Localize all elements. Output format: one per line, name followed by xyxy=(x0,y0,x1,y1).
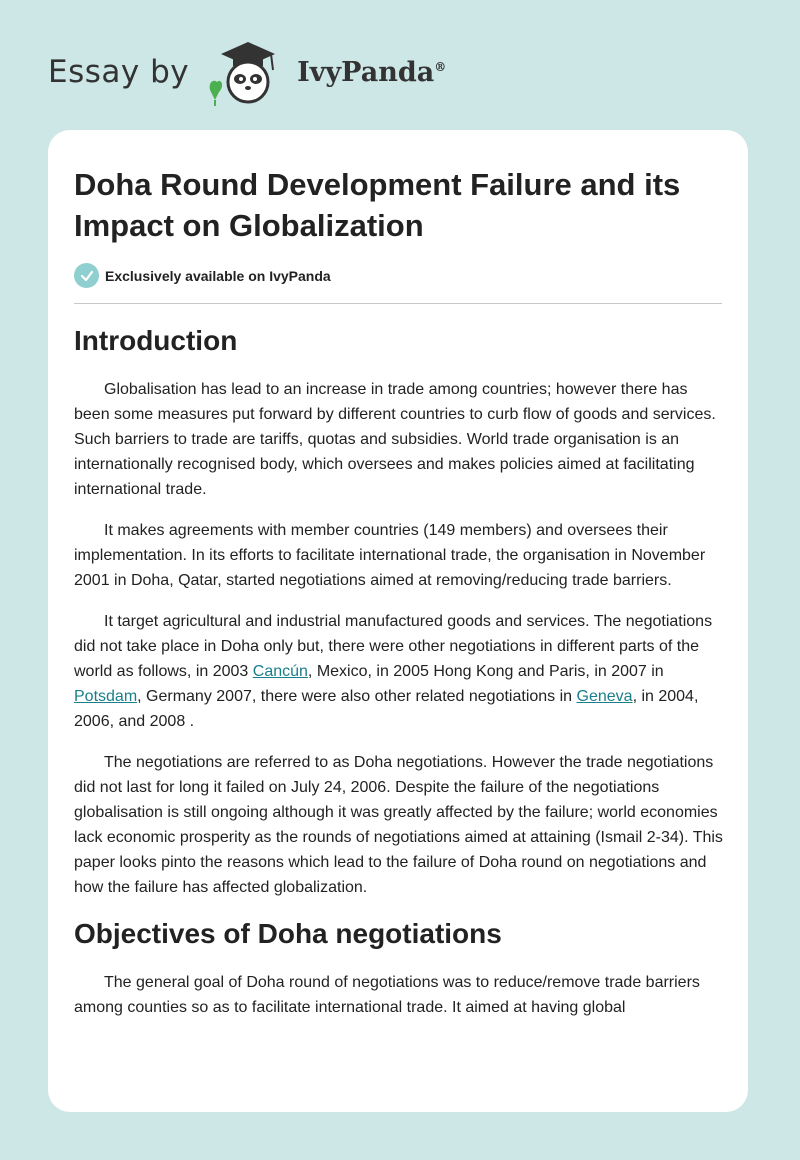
brand-name: IvyPanda® xyxy=(297,56,447,88)
link-potsdam[interactable]: Potsdam xyxy=(74,688,138,705)
check-icon xyxy=(74,263,99,288)
paragraph-with-links: It target agricultural and industrial manufactured goods and services. The negotiations did not take place in Doha only but, there were other negotiations in different parts of the world as follows, in 2003 Cancún, Mexico, in 2005 Hong Kong and Paris, in 2007 in Potsdam, Germany 2007, there were also other related negotiations in Geneva, in 2004, 2006, and 2008 . xyxy=(74,613,713,730)
section-heading-introduction: Introduction xyxy=(74,325,238,356)
paragraph: It makes agreements with member countries (149 members) and oversees their implementation. In its efforts to facilitate international trade, the organisation in November 2001 in Doha, Qatar, started negotiations aimed at removing/reducing trade barriers. xyxy=(74,522,706,589)
paragraph: The general goal of Doha round of negotiations was to reduce/remove trade barriers among counties so as to facilitate international trade. It aimed at having global xyxy=(74,974,700,1016)
exclusive-label: Exclusively available on IvyPanda xyxy=(105,267,331,284)
link-cancun[interactable]: Cancún xyxy=(252,663,308,680)
article-title: Doha Round Development Failure and its Impact on Globalization xyxy=(74,167,681,243)
link-geneva[interactable]: Geneva xyxy=(576,688,633,705)
panda-logo-icon xyxy=(203,36,293,108)
site-header xyxy=(48,36,548,108)
paragraph: Globalisation has lead to an increase in trade among countries; however there has been some measures put forward by different countries to curb flow of goods and services. Such barriers to trade are tariffs, quotas and subsidies. World trade organisation is an internationally recognised body, which oversees and makes policies aimed at facilitating international trade. xyxy=(74,381,716,498)
essay-by-label: Essay by xyxy=(48,54,190,90)
section-heading-objectives: Objectives of Doha negotiations xyxy=(74,918,502,949)
exclusive-badge xyxy=(74,263,331,288)
article-card xyxy=(48,130,748,1112)
paragraph: The negotiations are referred to as Doha negotiations. However the trade negotiations did not last for long it failed on July 24, 2006. Despite the failure of the negotiations globalisation is still ongoing although it was greatly affected by the failure; world economies lack economic prosperity as the rounds of negotiations aimed at attaining (Ismail 2-34). This paper looks pinto the reasons which lead to the failure of Doha round on negotiations and how the failure has affected globalization. xyxy=(74,754,723,896)
divider xyxy=(74,303,722,304)
article-body xyxy=(74,323,724,1036)
ivypanda-logo[interactable] xyxy=(203,36,446,108)
